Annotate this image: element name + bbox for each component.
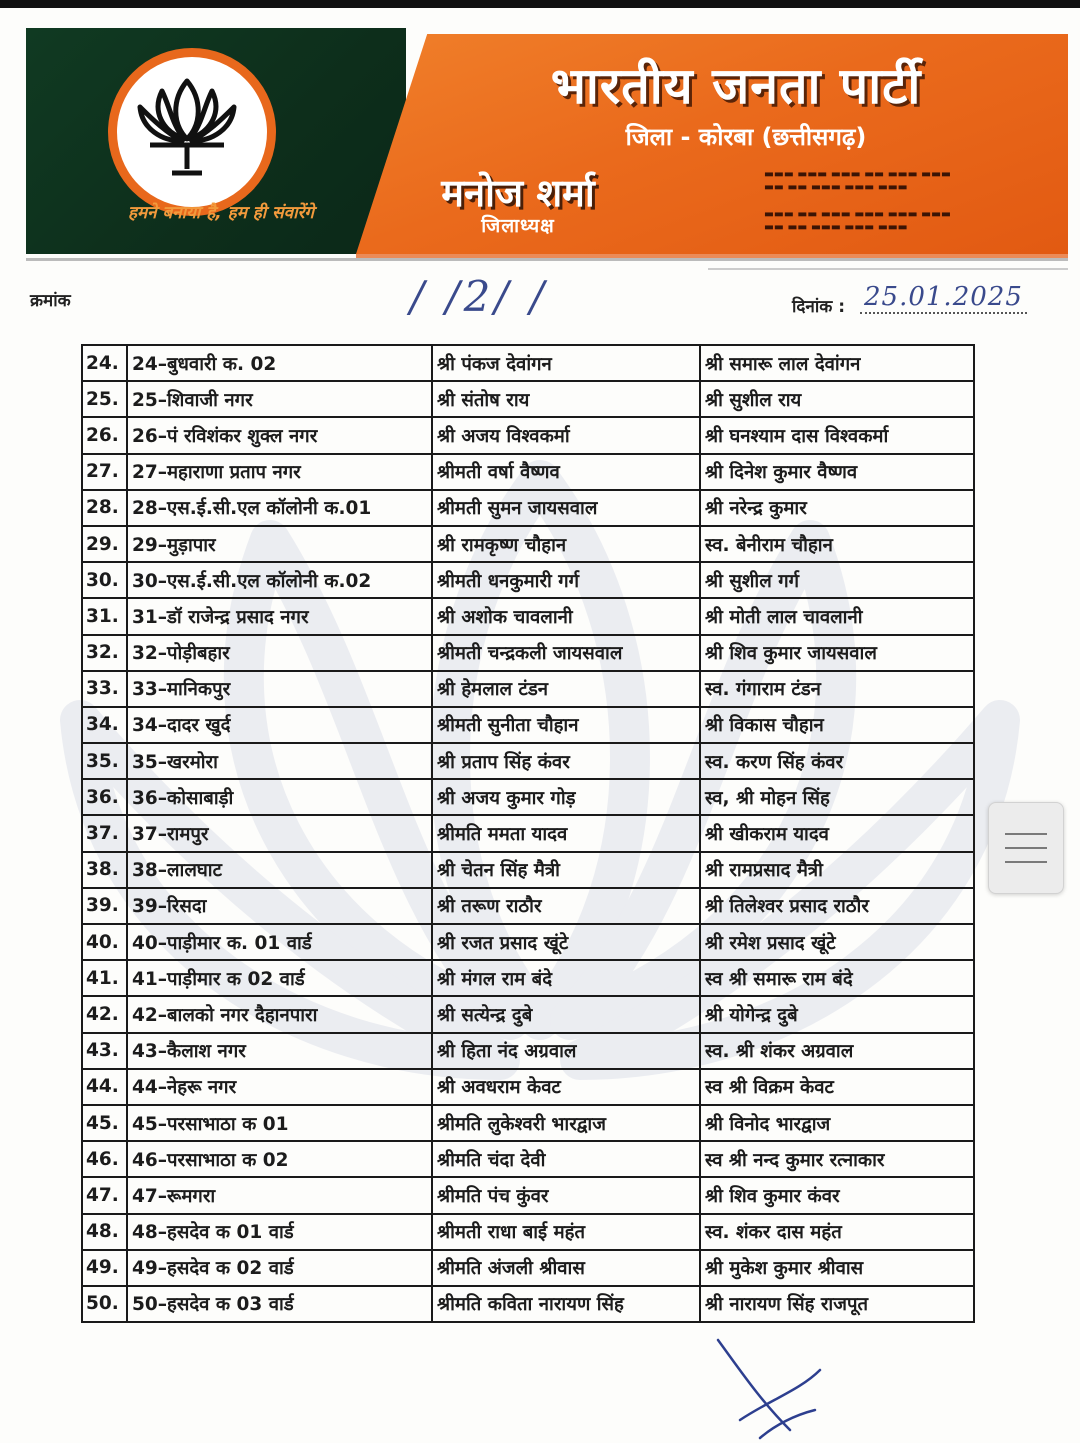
table-row xyxy=(82,1033,974,1069)
table-row xyxy=(82,1250,974,1286)
table-row xyxy=(82,635,974,671)
ward-name-cell: 26–पं रविशंकर शुक्ल नगर xyxy=(127,417,432,453)
member-name-cell: श्रीमती सुमन जायसवाल xyxy=(432,490,700,526)
ward-name-cell: 28–एस.ई.सी.एल कॉलोनी क.01 xyxy=(127,490,432,526)
guardian-name-cell: स्व श्री नन्द कुमार रत्नाकार xyxy=(700,1141,974,1177)
ward-name-cell: 38–लालघाट xyxy=(127,852,432,888)
guardian-name-cell: स्व, श्री मोहन सिंह xyxy=(700,779,974,815)
guardian-name-cell: स्व श्री समारू राम बंदे xyxy=(700,960,974,996)
guardian-name-cell: श्री नारायण सिंह राजपूत xyxy=(700,1286,974,1322)
member-name-cell: श्रीमति पंच कुंवर xyxy=(432,1177,700,1213)
serial-number-cell: 34. xyxy=(82,707,127,743)
serial-number-cell: 26. xyxy=(82,417,127,453)
ward-name-cell: 50–हसदेव क 03 वार्ड xyxy=(127,1286,432,1322)
ward-name-cell: 34–दादर खुर्द xyxy=(127,707,432,743)
person-name: मनोज शर्मा xyxy=(441,171,595,215)
serial-number: / /2/ / xyxy=(410,272,549,321)
serial-number-cell: 31. xyxy=(82,598,127,634)
table-row xyxy=(82,345,974,381)
serial-number-cell: 37. xyxy=(82,815,127,851)
member-name-cell: श्री हेमलाल टंडन xyxy=(432,671,700,707)
ward-name-cell: 37–रामपुर xyxy=(127,815,432,851)
ward-name-cell: 32–पोड़ीबहार xyxy=(127,635,432,671)
guardian-name-cell: श्री रामप्रसाद मैत्री xyxy=(700,852,974,888)
table-row xyxy=(82,526,974,562)
table-row xyxy=(82,1177,974,1213)
serial-number-cell: 25. xyxy=(82,381,127,417)
table-row xyxy=(82,924,974,960)
serial-number-cell: 48. xyxy=(82,1214,127,1250)
member-name-cell: श्रीमती राधा बाई महंत xyxy=(432,1214,700,1250)
member-name-cell: श्री संतोष राय xyxy=(432,381,700,417)
member-name-cell: श्रीमती वर्षा वैष्णव xyxy=(432,454,700,490)
ward-name-cell: 45–परसाभाठा क 01 xyxy=(127,1105,432,1141)
party-name: भारतीय जनता पार्टी xyxy=(550,57,922,115)
guardian-name-cell: श्री विनोद भारद्वाज xyxy=(700,1105,974,1141)
member-name-cell: श्री अवधराम केवट xyxy=(432,1069,700,1105)
table-row xyxy=(82,743,974,779)
table-row xyxy=(82,598,974,634)
guardian-name-cell: स्व श्री विक्रम केवट xyxy=(700,1069,974,1105)
member-name-cell: श्रीमति चंदा देवी xyxy=(432,1141,700,1177)
serial-number-cell: 38. xyxy=(82,852,127,888)
guardian-name-cell: श्री सुशील गर्ग xyxy=(700,562,974,598)
serial-number-cell: 32. xyxy=(82,635,127,671)
ward-name-cell: 25–शिवाजी नगर xyxy=(127,381,432,417)
person-title: जिलाध्यक्ष xyxy=(481,215,555,237)
serial-number-cell: 42. xyxy=(82,996,127,1032)
district: जिला - कोरबा (छत्तीसगढ़) xyxy=(625,123,867,151)
ward-name-cell: 46–परसाभाठा क 02 xyxy=(127,1141,432,1177)
serial-number-cell: 49. xyxy=(82,1250,127,1286)
serial-label: क्रमांक xyxy=(30,291,71,311)
member-name-cell: श्रीमति कविता नारायण सिंह xyxy=(432,1286,700,1322)
table-row xyxy=(82,996,974,1032)
letterhead-rule xyxy=(26,258,1068,261)
guardian-name-cell: श्री मोती लाल चावलानी xyxy=(700,598,974,634)
ward-name-cell: 33–मानिकपुर xyxy=(127,671,432,707)
guardian-name-cell: स्व. श्री शंकर अग्रवाल xyxy=(700,1033,974,1069)
menu-icon-line xyxy=(1005,847,1047,849)
guardian-name-cell: स्व. बेनीराम चौहान xyxy=(700,526,974,562)
guardian-name-cell: श्री खीकराम यादव xyxy=(700,815,974,851)
ward-name-cell: 43–कैलाश नगर xyxy=(127,1033,432,1069)
serial-number-cell: 33. xyxy=(82,671,127,707)
guardian-name-cell: श्री रमेश प्रसाद खूंटे xyxy=(700,924,974,960)
serial-number-cell: 47. xyxy=(82,1177,127,1213)
table-row xyxy=(82,888,974,924)
serial-number-cell: 27. xyxy=(82,454,127,490)
ward-name-cell: 35–खरमोरा xyxy=(127,743,432,779)
menu-button[interactable] xyxy=(988,802,1064,894)
table-row xyxy=(82,671,974,707)
table-row xyxy=(82,779,974,815)
guardian-name-cell: श्री योगेन्द्र दुबे xyxy=(700,996,974,1032)
serial-number-cell: 24. xyxy=(82,345,127,381)
member-name-cell: श्री रजत प्रसाद खूंटे xyxy=(432,924,700,960)
ward-name-cell: 40–पाड़ीमार क. 01 वार्ड xyxy=(127,924,432,960)
guardian-name-cell: श्री सुशील राय xyxy=(700,381,974,417)
table-row xyxy=(82,417,974,453)
serial-number-cell: 30. xyxy=(82,562,127,598)
ward-name-cell: 24–बुधवारी क. 02 xyxy=(127,345,432,381)
top-edge xyxy=(0,0,1080,8)
ward-name-cell: 41–पाड़ीमार क 02 वार्ड xyxy=(127,960,432,996)
member-name-cell: श्री तरूण राठौर xyxy=(432,888,700,924)
letterhead-rule-2 xyxy=(708,268,1068,270)
menu-icon-line xyxy=(1005,833,1047,835)
guardian-name-cell: स्व. गंगाराम टंडन xyxy=(700,671,974,707)
member-name-cell: श्रीमति ममता यादव xyxy=(432,815,700,851)
serial-number-cell: 28. xyxy=(82,490,127,526)
guardian-name-cell: श्री शिव कुमार कंवर xyxy=(700,1177,974,1213)
guardian-name-cell: श्री मुकेश कुमार श्रीवास xyxy=(700,1250,974,1286)
member-name-cell: श्री पंकज देवांगन xyxy=(432,345,700,381)
serial-number-cell: 29. xyxy=(82,526,127,562)
table-row xyxy=(82,960,974,996)
table-row xyxy=(82,562,974,598)
member-name-cell: श्री हिता नंद अग्रवाल xyxy=(432,1033,700,1069)
serial-number-cell: 50. xyxy=(82,1286,127,1322)
member-name-cell: श्रीमति लुकेश्वरी भारद्वाज xyxy=(432,1105,700,1141)
table-row xyxy=(82,815,974,851)
menu-icon-line xyxy=(1005,861,1047,863)
ward-name-cell: 27–महाराणा प्रताप नगर xyxy=(127,454,432,490)
member-name-cell: श्री रामकृष्ण चौहान xyxy=(432,526,700,562)
guardian-name-cell: श्री तिलेश्वर प्रसाद राठौर xyxy=(700,888,974,924)
guardian-name-cell: श्री दिनेश कुमार वैष्णव xyxy=(700,454,974,490)
ward-list-table xyxy=(81,344,975,1323)
date-label: दिनांक : xyxy=(792,297,846,317)
address-block-2: ▬▬▬ ▬▬ ▬▬▬ ▬▬▬ ▬▬▬ ▬▬▬ ▬▬ ▬▬ ▬▬▬ ▬▬▬ ▬▬▬ xyxy=(764,208,951,233)
lotus-logo xyxy=(108,48,276,216)
serial-number-cell: 41. xyxy=(82,960,127,996)
table-row xyxy=(82,852,974,888)
member-name-cell: श्रीमती धनकुमारी गर्ग xyxy=(432,562,700,598)
guardian-name-cell: स्व. शंकर दास महंत xyxy=(700,1214,974,1250)
ward-name-cell: 48–हसदेव क 01 वार्ड xyxy=(127,1214,432,1250)
serial-number-cell: 36. xyxy=(82,779,127,815)
ward-name-cell: 44–नेहरू नगर xyxy=(127,1069,432,1105)
member-name-cell: श्रीमति अंजली श्रीवास xyxy=(432,1250,700,1286)
lotus-icon xyxy=(132,69,242,189)
guardian-name-cell: श्री विकास चौहान xyxy=(700,707,974,743)
table-row xyxy=(82,1214,974,1250)
guardian-name-cell: श्री नरेन्द्र कुमार xyxy=(700,490,974,526)
slogan: हमने बनाया है, हम ही संवारेंगे xyxy=(127,203,314,223)
ward-name-cell: 36–कोसाबाड़ी xyxy=(127,779,432,815)
serial-number-cell: 43. xyxy=(82,1033,127,1069)
ward-name-cell: 31–डॉ राजेन्द्र प्रसाद नगर xyxy=(127,598,432,634)
guardian-name-cell: श्री घनश्याम दास विश्वकर्मा xyxy=(700,417,974,453)
serial-number-cell: 35. xyxy=(82,743,127,779)
table-row xyxy=(82,707,974,743)
ward-name-cell: 30–एस.ई.सी.एल कॉलोनी क.02 xyxy=(127,562,432,598)
serial-number-cell: 46. xyxy=(82,1141,127,1177)
signature xyxy=(700,1330,860,1443)
member-name-cell: श्री अजय कुमार गोड़ xyxy=(432,779,700,815)
ward-name-cell: 49–हसदेव क 02 वार्ड xyxy=(127,1250,432,1286)
guardian-name-cell: स्व. करण सिंह कंवर xyxy=(700,743,974,779)
serial-number-cell: 45. xyxy=(82,1105,127,1141)
guardian-name-cell: श्री समारू लाल देवांगन xyxy=(700,345,974,381)
table-row xyxy=(82,454,974,490)
letterhead xyxy=(26,28,1068,254)
serial-number-cell: 44. xyxy=(82,1069,127,1105)
table-row xyxy=(82,381,974,417)
table-row xyxy=(82,1141,974,1177)
guardian-name-cell: श्री शिव कुमार जायसवाल xyxy=(700,635,974,671)
ward-name-cell: 42–बालको नगर दैहानपारा xyxy=(127,996,432,1032)
table-row xyxy=(82,1105,974,1141)
ward-name-cell: 29–मुड़ापार xyxy=(127,526,432,562)
member-name-cell: श्री अजय विश्वकर्मा xyxy=(432,417,700,453)
serial-number-cell: 39. xyxy=(82,888,127,924)
member-name-cell: श्री सत्येन्द्र दुबे xyxy=(432,996,700,1032)
member-name-cell: श्रीमती चन्द्रकली जायसवाल xyxy=(432,635,700,671)
serial-number-cell: 40. xyxy=(82,924,127,960)
member-name-cell: श्री चेतन सिंह मैत्री xyxy=(432,852,700,888)
member-name-cell: श्री मंगल राम बंदे xyxy=(432,960,700,996)
member-name-cell: श्रीमती सुनीता चौहान xyxy=(432,707,700,743)
address-block-1: ▬▬▬ ▬▬▬ ▬▬▬ ▬▬ ▬▬▬ ▬▬▬ ▬▬ ▬▬ ▬▬▬ ▬▬▬ ▬▬▬ xyxy=(764,168,951,193)
member-name-cell: श्री अशोक चावलानी xyxy=(432,598,700,634)
table-row xyxy=(82,1069,974,1105)
ward-name-cell: 39–रिसदा xyxy=(127,888,432,924)
date-value: 25.01.2025 xyxy=(860,282,1027,314)
member-name-cell: श्री प्रताप सिंह कंवर xyxy=(432,743,700,779)
table-row xyxy=(82,490,974,526)
ward-name-cell: 47–रूमगरा xyxy=(127,1177,432,1213)
table-row xyxy=(82,1286,974,1322)
